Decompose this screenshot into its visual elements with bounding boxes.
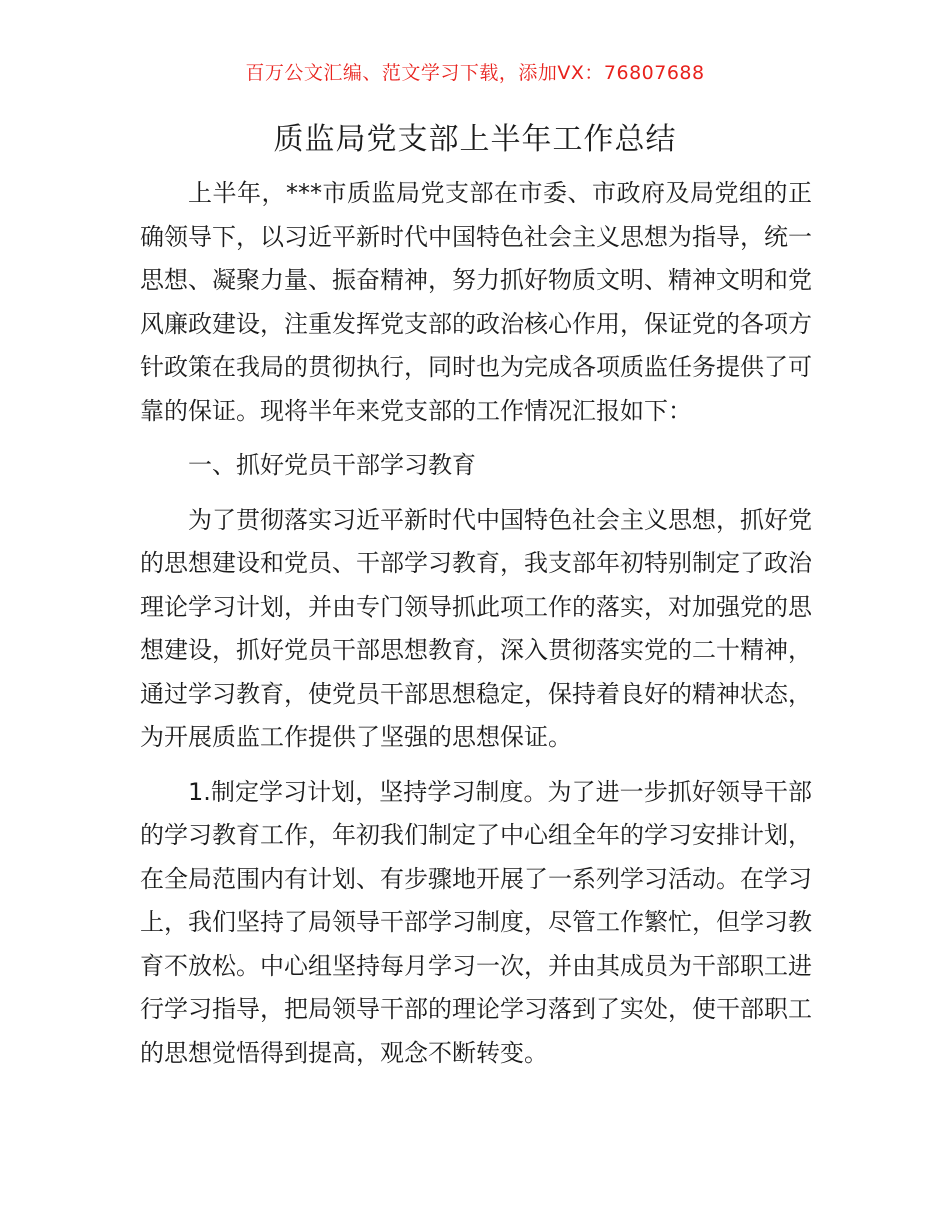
subsection-paragraph: 1.制定学习计划，坚持学习制度。为了进一步抓好领导干部的学习教育工作，年初我们制定了中心组全年的学习安排计划，在全局范围内有计划、有步骤地开展了一系列学习活动。在学习上，我们坚持了局领导干部学习制度，尽管工作繁忙，但学习教育不放松。中心组坚持每月学习一次，并由其成员为干部职工进行学习指导，把局领导干部的理论学习落到了实处，使干部职工的思想觉悟得到提高，观念不断转变。: [140, 777, 812, 1067]
section-paragraph: 为了贯彻落实习近平新时代中国特色社会主义思想，抓好党的思想建设和党员、干部学习教育，我支部年初特别制定了政治理论学习计划，并由专门领导抓此项工作的落实，对加强党的思想建设，抓好党员干部思想教育，深入贯彻落实党的二十精神，通过学习教育，使党员干部思想稳定，保持着良好的精神状态，为开展质监工作提供了坚强的思想保证。: [140, 505, 812, 751]
intro-paragraph: 上半年，***市质监局党支部在市委、市政府及局党组的正确领导下，以习近平新时代中国特色社会主义思想为指导，统一思想、凝聚力量、振奋精神，努力抓好物质文明、精神文明和党风廉政建设，注重发挥党支部的政治核心作用，保证党的各项方针政策在我局的贯彻执行，同时也为完成各项质监任务提供了可靠的保证。现将半年来党支部的工作情况汇报如下：: [140, 179, 812, 425]
header-watermark-note: 百万公文汇编、范文学习下载，添加VX：76807688: [245, 62, 705, 84]
page-title: 质监局党支部上半年工作总结: [273, 122, 677, 157]
document-body: [140, 172, 812, 1075]
section-heading: 一、抓好党员干部学习教育: [188, 451, 476, 479]
